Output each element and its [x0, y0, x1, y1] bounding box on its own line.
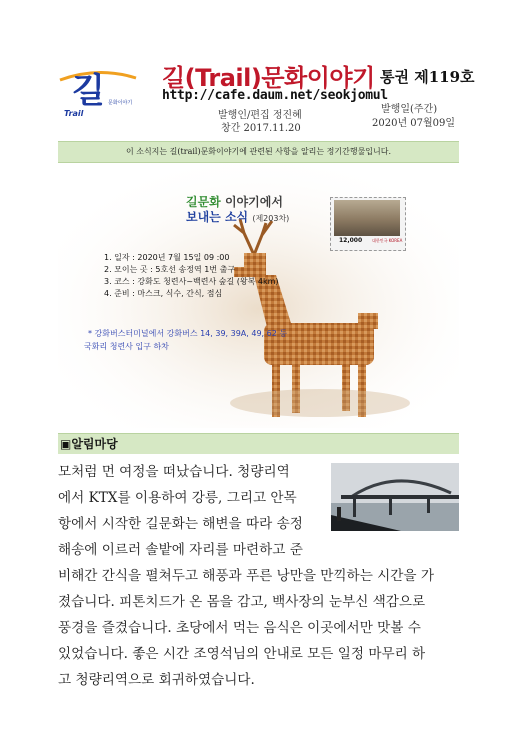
publisher-editor: 발행인/편집 정진혜: [218, 110, 302, 121]
publication-frequency: 발행일(주간): [381, 104, 438, 115]
stamp-photo: [334, 200, 400, 236]
poster-detail-prepare: 4. 준비 : 마스크, 식수, 간식, 점심: [104, 289, 223, 298]
newsletter-title: 길(Trail)문화이야기: [162, 64, 375, 92]
body-line: 고 청량리역으로 회귀하였습니다.: [58, 672, 255, 688]
logo-word: Trail: [64, 109, 84, 118]
body-line: 에서 KTX를 이용하여 강릉, 그리고 안목: [58, 490, 297, 506]
section-header-bar: [58, 433, 459, 454]
poster-detail-date: 1. 일자 : 2020년 7월 15일 09 :00: [104, 253, 230, 262]
issue-number: 통권 제119호: [380, 68, 475, 86]
poster-stop-note: 국화리 청련사 입구 하차: [84, 342, 169, 351]
newsletter-logo: [58, 62, 140, 118]
body-line: 해송에 이르러 솔밭에 자리를 마련하고 준: [58, 542, 303, 558]
stamp-label: 대한민국 KOREA: [372, 238, 403, 243]
poster-subtitle: 보내는 소식 (제203차): [186, 210, 290, 224]
body-line: 모처럼 먼 여정을 떠났습니다. 청량리역: [58, 464, 290, 480]
cafe-url-link[interactable]: http://cafe.daum.net/seokjomul: [162, 88, 388, 103]
publication-date: 2020년 07월09일: [372, 118, 456, 129]
body-line: 항에서 시작한 길문화는 해변을 따라 송정: [58, 516, 303, 532]
body-line: 있었습니다. 좋은 시간 조영석님의 안내로 모든 일정 마무리 하: [58, 646, 426, 662]
poster-detail-course: 3. 코스 : 강화도 청련사~백련사 숲길 (왕복 4km): [104, 277, 279, 286]
poster-detail-meeting: 2. 모이는 곳 : 5호선 송정역 1번 출구: [104, 265, 236, 274]
body-line: 풍경을 즐겼습니다. 초당에서 먹는 음식은 이곳에서만 맛볼 수: [58, 620, 421, 636]
poster-bus-note: * 강화버스터미널에서 강화버스 14, 39, 39A, 49, 62 등: [88, 329, 288, 338]
bridge-photo: [331, 463, 459, 531]
logo-caption: 문화이야기: [108, 100, 133, 106]
body-line: 비해간 간식을 펼쳐두고 해풍과 푸른 낭만을 만끽하는 시간을 가: [58, 568, 434, 584]
body-line: 졌습니다. 피톤치드가 온 몸을 감고, 백사장의 눈부신 색감으로: [58, 594, 426, 610]
intro-text: 이 소식지는 길(trail)문화이야기에 관련된 사항을 알리는 정기간행물입니다.: [125, 147, 392, 156]
section-title: ▣알림마당: [60, 437, 118, 451]
stamp-price: 12,000: [339, 237, 363, 244]
logo-letter: 길: [72, 71, 105, 111]
poster-title: 길문화 이야기에서: [186, 195, 283, 209]
founded-date: 창간 2017.11.20: [221, 123, 301, 134]
